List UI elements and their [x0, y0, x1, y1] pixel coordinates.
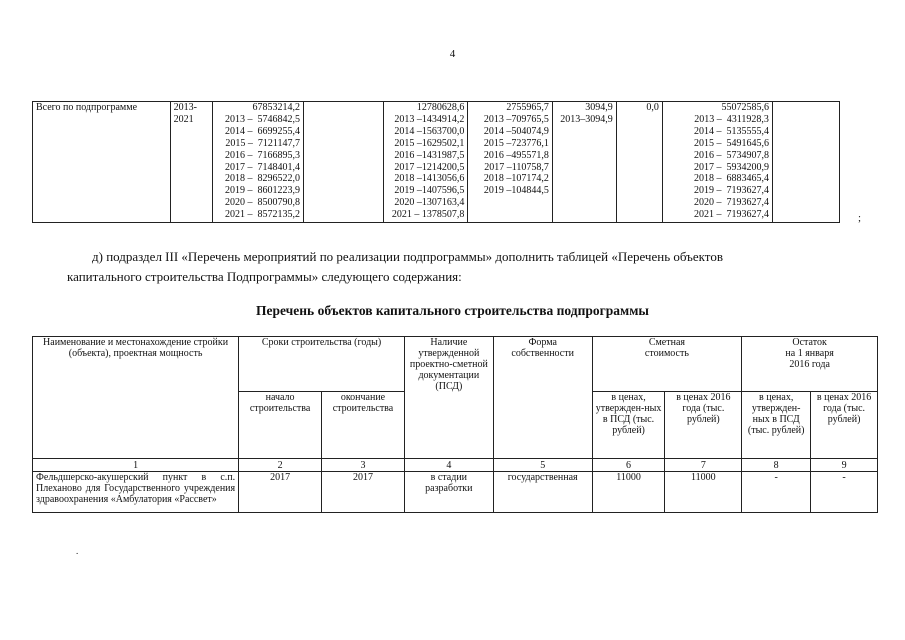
trailing-semicolon: ;: [858, 212, 862, 224]
end-year: 2017: [322, 472, 405, 513]
remainder-psd: -: [742, 472, 811, 513]
col-num-2: 2: [239, 459, 322, 472]
ownership-form: государственная: [493, 472, 592, 513]
col-num-7: 7: [665, 459, 742, 472]
empty-cell: [303, 102, 383, 223]
empty-cell-last: [772, 102, 839, 223]
header-row-1: [33, 337, 878, 392]
cost-psd: 11000: [592, 472, 665, 513]
funding-d-cell: 0,0: [616, 102, 662, 223]
col-num-1: 1: [33, 459, 239, 472]
psd-status: в стадии разработки: [404, 472, 493, 513]
object-name: Фельдшерско-акушерский пункт в с.п. Плеханово для Государственного учреждения здравоохранения «Амбулатория «Рассвет»: [33, 472, 239, 513]
table-heading: Перечень объектов капитального строительства подпрограммы: [256, 303, 649, 318]
row-label: Всего по подпрограмме: [33, 102, 171, 223]
start-year: 2017: [239, 472, 322, 513]
funding-a-cell: 12780628,6 2013 –1434914,2 2014 –1563700,0 2015 –1629502,1 2016 –1431987,5 2017 –1214200,5 2018 –1413056,6 2019 –1407596,5 2020 –1307163,4 2021 – 1378507,8: [383, 102, 468, 223]
table-row: [33, 102, 840, 223]
table-row: [33, 472, 878, 513]
header-psd: Наличие утвержденной проектно-сметной документации (ПСД): [404, 337, 493, 459]
header-start: начало строительства: [239, 392, 322, 459]
header-end: окончание строительства: [322, 392, 405, 459]
period-cell: 2013- 2021: [170, 102, 213, 223]
header-cost-psd: в ценах, утвержден-ных в ПСД (тыс. рублей): [592, 392, 665, 459]
header-cost-2016: в ценах 2016 года (тыс. рублей): [665, 392, 742, 459]
footnote-mark: .: [76, 546, 79, 556]
header-remainder-2016: в ценах 2016 года (тыс. рублей): [811, 392, 878, 459]
col-num-5: 5: [493, 459, 592, 472]
header-remainder: Остаток на 1 января 2016 года: [742, 337, 878, 392]
subprogram-totals-table: [32, 101, 840, 223]
header-ownership: Форма собственности: [493, 337, 592, 459]
col-num-8: 8: [742, 459, 811, 472]
total-cell: 67853214,2 2013 – 5746842,5 2014 – 6699255,4 2015 – 7121147,7 2016 – 7166895,3 2017 – 7148401,4 2018 – 8296522,0 2019 – 8601223,9 2020 – 8500790,8 2021 – 8572135,2: [213, 102, 304, 223]
header-remainder-psd: в ценах, утвержден-ных в ПСД (тыс. рублей): [742, 392, 811, 459]
col-num-3: 3: [322, 459, 405, 472]
header-terms: Сроки строительства (годы): [239, 337, 405, 392]
paragraph-line-1: д) подраздел III «Перечень мероприятий по реализации подпрограммы» дополнить таблицей «Перечень объектов: [92, 249, 723, 264]
page-number: 4: [449, 48, 456, 60]
column-numbers-row: [33, 459, 878, 472]
amendment-paragraph: [67, 247, 852, 287]
col-num-9: 9: [811, 459, 878, 472]
header-name: Наименование и местонахождение стройки (объекта), проектная мощность: [33, 337, 239, 459]
cost-2016: 11000: [665, 472, 742, 513]
col-num-6: 6: [592, 459, 665, 472]
funding-b-cell: 2755965,7 2013 –709765,5 2014 –504074,9 2015 –723776,1 2016 –495571,8 2017 –110758,7 2018 –107174,2 2019 –104844,5: [468, 102, 553, 223]
funding-e-cell: 55072585,6 2013 – 4311928,3 2014 – 5135555,4 2015 – 5491645,6 2016 – 5734907,8 2017 – 5934200,9 2018 – 6883465,4 2019 – 7193627,4 2020 – 7193627,4 2021 – 7193627,4: [662, 102, 772, 223]
remainder-2016: -: [811, 472, 878, 513]
paragraph-line-2: капитального строительства Подпрограммы» следующего содержания:: [67, 269, 462, 284]
funding-c-cell: 3094,9 2013–3094,9: [552, 102, 616, 223]
capital-construction-table: [32, 336, 878, 513]
col-num-4: 4: [404, 459, 493, 472]
header-cost: Сметная стоимость: [592, 337, 742, 392]
